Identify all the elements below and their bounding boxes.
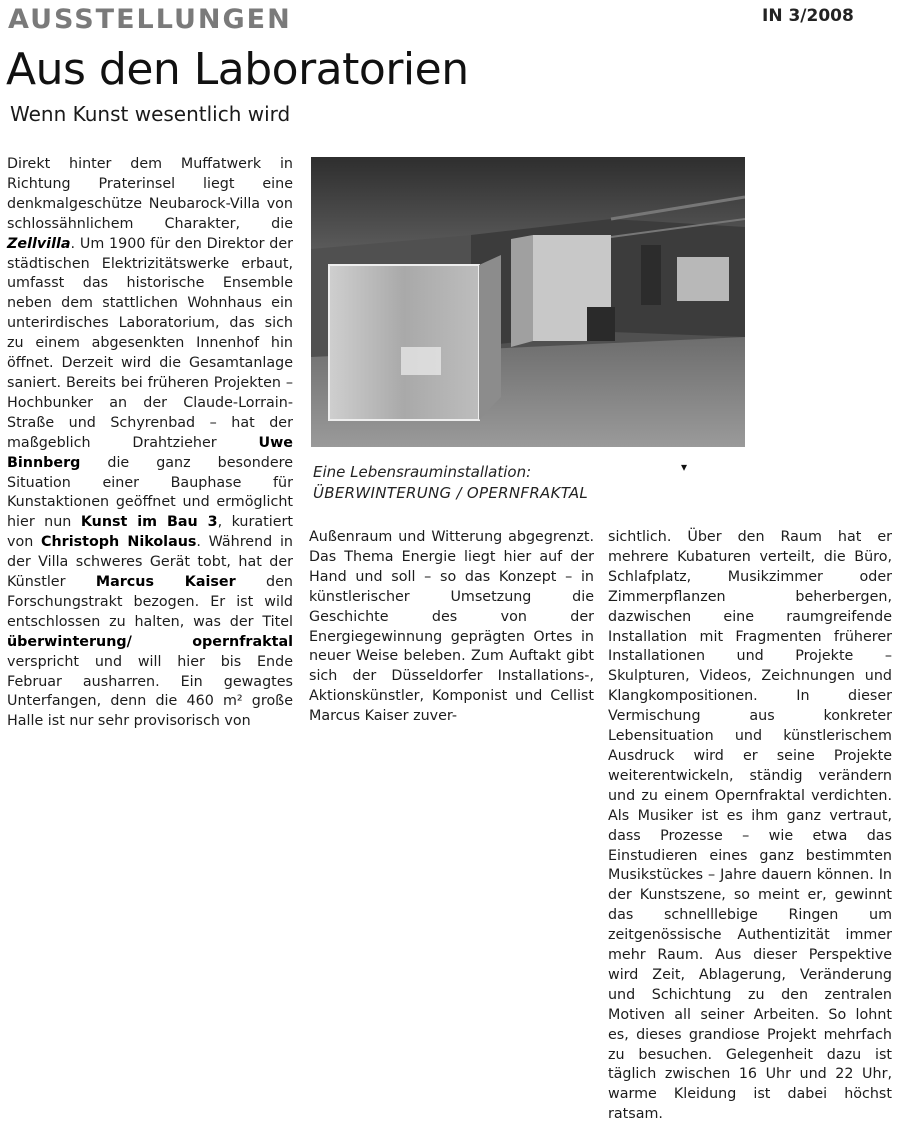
col1-titel: überwinterung/ opernfraktal <box>7 633 293 650</box>
col1-text-5: . Während in der Villa schweres Gerät tobt, hat der Künstler <box>7 534 293 591</box>
section-kicker: AUSSTELLUNGEN <box>8 4 292 35</box>
col1-text-1: Direkt hinter dem Muffatwerk in Richtung Praterinsel liegt eine denkmalgeschütze Neubarock-Villa von schlossähnlichem Charakter, die <box>7 156 293 232</box>
col1-text-2: . Um 1900 für den Direktor der städtischen Elektrizitätswerke erbaut, umfasst das historische Ensemble neben dem stattlichen Wohnhaus ein unterirdisches Laboratorium, das sich zu einem abgesenkten Innenhof hin öffnet. Derzeit wird die Gesamtanlage saniert. Bereits bei früheren Projekten – Hochbunker an der Claude-Lorrain-Straße und Schyrenbad – hat der maßgeblich Drahtzieher <box>7 235 293 451</box>
col1-kaiser: Marcus Kaiser <box>95 574 236 591</box>
article-column-2: Außenraum und Witterung abgegrenzt. Das Thema Energie liegt hier auf der Hand und soll – so das Konzept – in künstlerischer Umsetzung die Geschichte des von der Energiegewinnung geprägten Ortes in neuer Weise beleben. Zum Auftakt gibt sich der Düsseldorfer Installations-, Aktionskünstler, Komponist und Cellist Marcus Kaiser zuver- <box>309 529 594 725</box>
print-mark-icon: ▾ <box>681 460 688 474</box>
exhibition-photo <box>311 157 745 447</box>
col1-text-4: , kuratiert von <box>7 514 293 551</box>
col1-zellvilla: Zellvilla <box>7 235 71 252</box>
col1-text-7: verspricht und will hier bis Ende Februar ausharren. Ein gewagtes Unterfangen, denn die 460 m² große Halle ist nur sehr provisorisch von <box>7 653 293 730</box>
caption-line-1: Eine Lebensrauminstallation: <box>313 463 532 481</box>
photo-exhibition-hall-icon <box>311 157 745 447</box>
photo-caption <box>313 462 588 504</box>
col1-kunst-im-bau: Kunst im Bau 3 <box>80 514 218 531</box>
col1-text-6: den Forschungstrakt bezogen. Er ist wild entschlossen zu halten, was der Titel <box>7 574 293 630</box>
caption-line-2: ÜBERWINTERUNG / OPERNFRAKTAL <box>313 484 589 502</box>
article-column-1 <box>7 155 293 732</box>
issue-label: IN 3/2008 <box>762 6 854 26</box>
col1-nikolaus: Christoph Nikolaus <box>41 534 197 551</box>
col1-text-3: die ganz besondere Situation einer Bauphase für Kunstaktionen geöffnet und ermöglicht hier nun <box>7 454 293 531</box>
col1-binnberg: Uwe Binnberg <box>7 434 293 471</box>
page-title: Aus den Laboratorien <box>6 44 469 95</box>
subtitle: Wenn Kunst wesentlich wird <box>10 102 291 126</box>
article-column-3: sichtlich. Über den Raum hat er mehrere Kubaturen verteilt, die Büro, Schlafplatz, Musikzimmer oder Zimmerpflanzen beherbergen, dazwischen eine raumgreifende Installation mit Fragmenten früherer Installationen und Projekte – Skulpturen, Videos, Zeichnungen und Klangkompositionen. In dieser Vermischung aus konkreter Lebensituation und künstlerischem Ausdruck wird er seine Projekte weiterentwickeln, ständig verändern und zu einem Opernfraktal verdichten. Als Musiker ist es ihm ganz vertraut, dass Prozesse – wie etwa das Einstudieren eines ganz bestimmten Musikstückes – Jahre dauern können. In der Kunstszene, so meint er, gewinnt das schnelllebige Ringen um zeitgenössische Authentizität immer mehr Raum. Aus dieser Perspektive wird Zeit, Ablagerung, Veränderung und Schichtung zu den zentralen Motiven all seiner Arbeiten. So lohnt es, dieses grandiose Projekt mehrfach zu besuchen. Gelegenheit dazu ist täglich zwischen 16 Uhr und 22 Uhr, warme Kleidung ist dabei höchst ratsam. <box>608 529 892 1123</box>
